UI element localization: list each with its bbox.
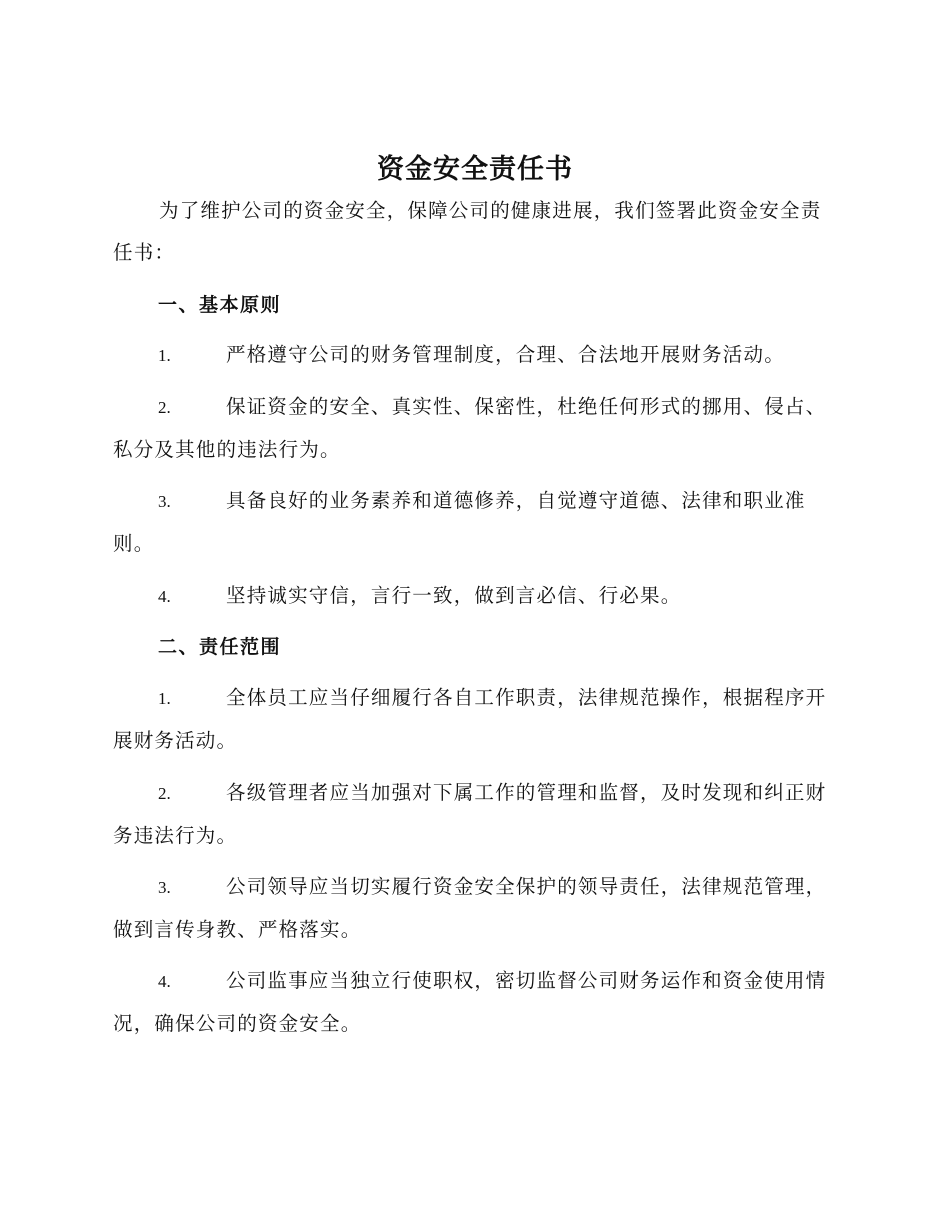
section-heading-scope-of-responsibility: 二、责任范围	[158, 636, 282, 658]
item-text: 具备良好的业务素养和道德修养，自觉遵守道德、法律和职业准则。	[113, 489, 806, 555]
item-number: 1.	[158, 689, 171, 708]
list-item	[113, 677, 833, 762]
item-number: 2.	[158, 398, 171, 417]
item-text: 公司监事应当独立行使职权，密切监督公司财务运作和资金使用情况，确保公司的资金安全。	[113, 969, 827, 1035]
item-text: 公司领导应当切实履行资金安全保护的领导责任，法律规范管理，做到言传身教、严格落实。	[113, 875, 827, 941]
intro-paragraph: 为了维护公司的资金安全，保障公司的健康进展，我们签署此资金安全责任书：	[113, 199, 822, 264]
item-number: 3.	[158, 878, 171, 897]
list-item	[113, 866, 833, 951]
item-text: 保证资金的安全、真实性、保密性，杜绝任何形式的挪用、侵占、私分及其他的违法行为。	[113, 395, 827, 461]
section-heading-basic-principles: 一、基本原则	[158, 294, 282, 316]
item-text: 各级管理者应当加强对下属工作的管理和监督，及时发现和纠正财务违法行为。	[113, 781, 827, 847]
item-number: 2.	[158, 784, 171, 803]
item-number: 4.	[158, 972, 171, 991]
list-item	[113, 386, 833, 471]
list-item	[113, 334, 833, 377]
item-number: 3.	[158, 492, 171, 511]
item-number: 1.	[158, 346, 171, 365]
item-text: 坚持诚实守信，言行一致，做到言必信、行必果。	[226, 584, 682, 607]
list-item	[113, 772, 833, 857]
item-text: 严格遵守公司的财务管理制度，合理、合法地开展财务活动。	[226, 343, 785, 366]
list-item	[113, 960, 833, 1045]
page-title: 资金安全责任书	[377, 154, 573, 185]
item-text: 全体员工应当仔细履行各自工作职责，法律规范操作，根据程序开展财务活动。	[113, 686, 827, 752]
list-item	[113, 575, 833, 618]
list-item	[113, 480, 833, 565]
item-number: 4.	[158, 587, 171, 606]
